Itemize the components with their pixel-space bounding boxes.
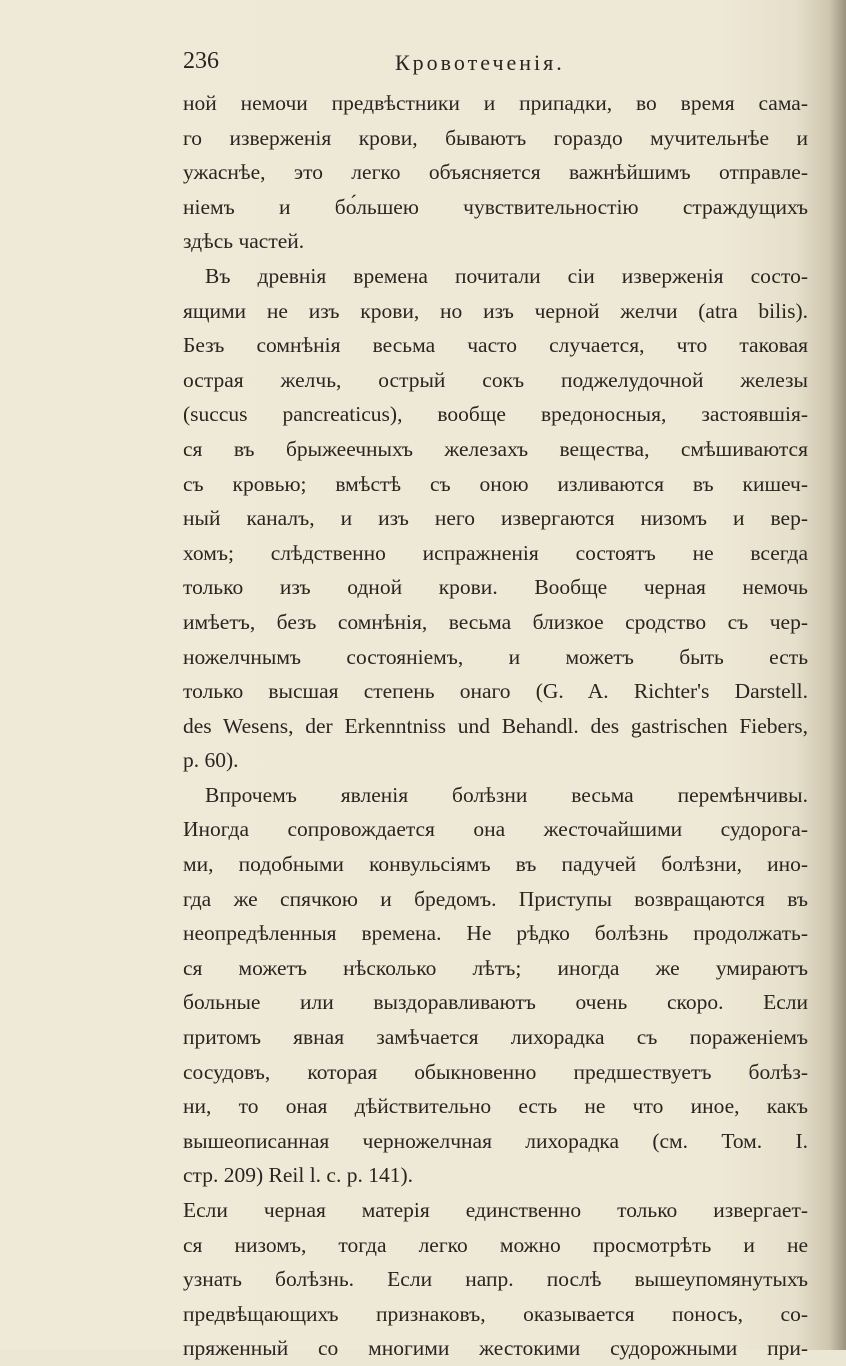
text-line: (succus pancreaticus), вообще вредоносныя, застоявшія- [183,402,808,427]
text-line: узнать болѣзнь. Если напр. послѣ вышеупомянутыхъ [183,1267,808,1292]
text-line: ящими не изъ крови, но изъ черной желчи (atra bilis). [183,298,808,323]
text-line: пряженный со многими жестокими судорожными при- [183,1336,808,1361]
text-line: ми, подобными конвульсіямъ въ падучей болѣзни, ино- [183,852,808,877]
text-line: острая желчь, острый сокъ поджелудочной железы [183,367,808,392]
text-line: Впрочемъ явленія болѣзни весьма перемѣнчивы. [205,782,808,807]
body-text [183,86,808,1366]
text-line: сосудовъ, которая обыкновенно предшествуетъ болѣз- [183,1059,808,1084]
text-line: здѣсь частей. [183,229,305,254]
text-line: Въ древнія времена почитали сіи изверженія состо- [205,263,808,288]
page-header [183,48,663,84]
text-line: ніемъ и бо́льшею чувствительностію страждущихъ [183,194,808,219]
running-title: Кровотеченія. [395,50,565,75]
text-line: го изверженія крови, бываютъ гораздо мучительнѣе и [183,125,808,150]
text-line: ся можетъ нѣсколько лѣтъ; иногда же умираютъ [183,955,808,980]
text-line: ни, то оная дѣйствительно есть не что иное, какъ [183,1094,808,1119]
text-line: съ кровью; вмѣстѣ съ оною изливаются въ кишеч- [183,471,808,496]
text-line: только высшая степень онаго (G. A. Richter's Darstell. [183,679,808,704]
text-line: хомъ; слѣдственно испражненія состоятъ не всегда [183,540,808,565]
text-line: притомъ явная замѣчается лихорадка съ пораженіемъ [183,1025,808,1050]
text-line: ужаснѣе, это легко объясняется важнѣйшимъ отправле- [183,160,808,185]
text-line: des Wesens, der Erkenntniss und Behandl. des gastrischen Fiebers, [183,713,808,738]
text-line: только изъ одной крови. Вообще черная немочь [183,575,808,600]
text-line: больные или выздоравливаютъ очень скоро. Если [183,990,808,1015]
text-line: неопредѣленныя времена. Не рѣдко болѣзнь продолжать- [183,921,808,946]
text-line: p. 60). [183,748,239,773]
text-line: стр. 209) Reil l. c. p. 141). [183,1163,413,1188]
text-line: ся низомъ, тогда легко можно просмотрѣть и не [183,1232,808,1257]
text-line: ножелчнымъ состояніемъ, и можетъ быть есть [183,644,808,669]
text-line: Если черная матерія единственно только извергает- [183,1198,808,1222]
page-number: 236 [183,48,219,74]
text-line: ся въ брыжеечныхъ железахъ вещества, смѣшиваются [183,436,808,461]
text-line: Иногда сопровождается она жесточайшими судорога- [183,817,808,842]
text-line: имѣетъ, безъ сомнѣнія, весьма близкое сродство съ чер- [183,609,808,634]
text-line: ной немочи предвѣстники и припадки, во время сама- [183,91,808,115]
text-line: гда же спячкою и бредомъ. Приступы возвращаются въ [183,886,808,911]
text-line: предвѣщающихъ признаковъ, оказывается поносъ, со- [183,1301,808,1326]
text-line: ный каналъ, и изъ него извергаются низомъ и вер- [183,506,808,531]
text-line: Безъ сомнѣнія весьма часто случается, что таковая [183,333,808,358]
text-line: вышеописанная черножелчная лихорадка (см. Том. I. [183,1128,808,1153]
